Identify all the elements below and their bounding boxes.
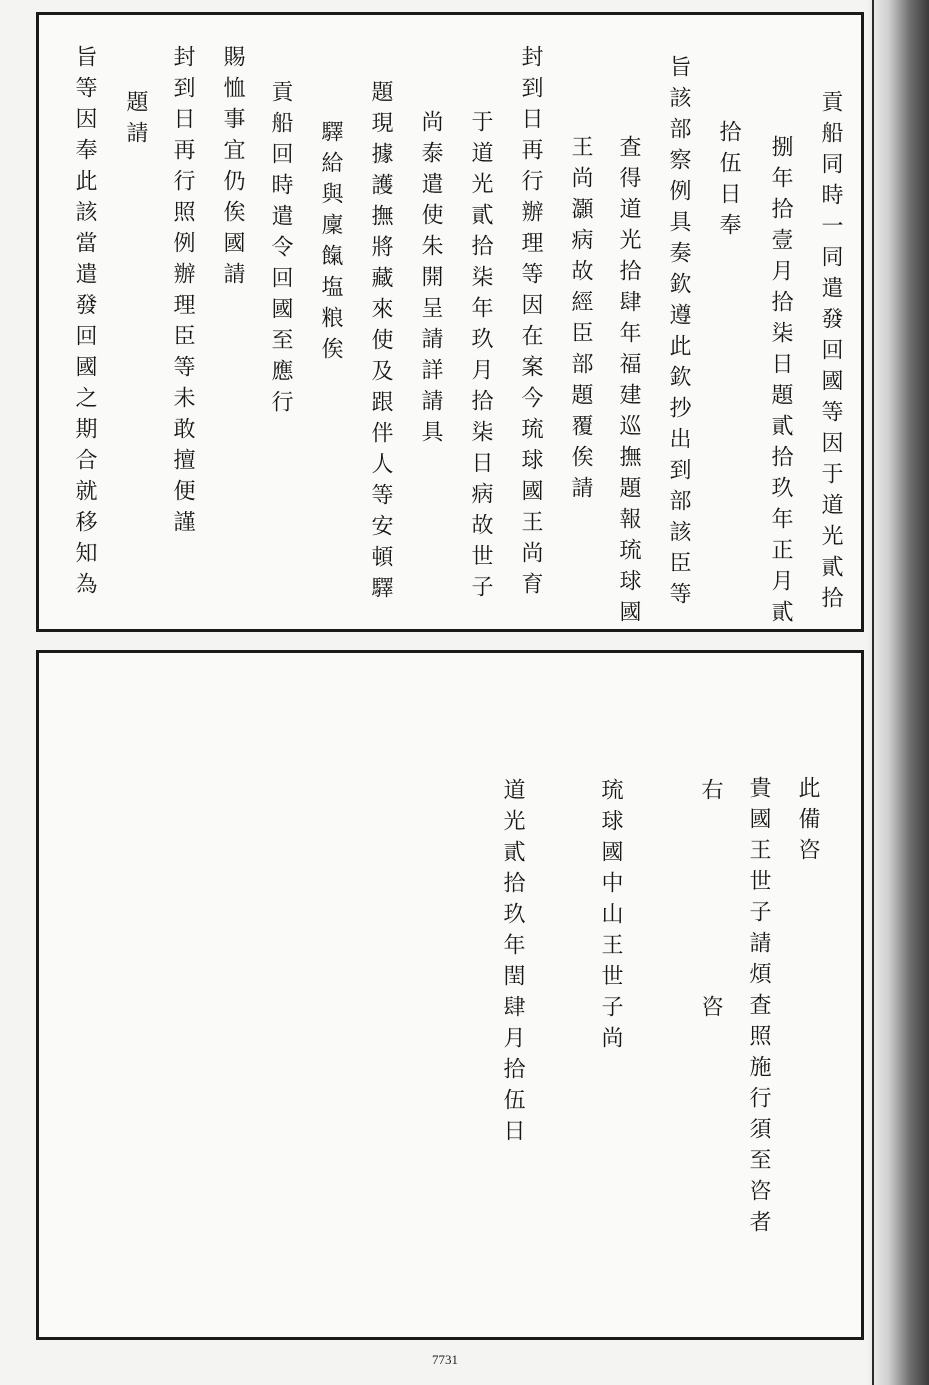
text-column: 題現據護撫將藏來使及跟伴人等安頓驛 [368,80,393,607]
page-number: 7731 [432,1352,458,1367]
text-column: 尚泰遣使朱開呈請詳請具 [418,110,443,451]
text-column: 貢船同時一同遣發回國等因于道光貳拾 [818,90,843,617]
text-column: 封到日再行照例辦理臣等未敢擅便謹 [170,45,195,541]
text-column: 封到日再行辦理等因在案今琉球國王尚育 [518,45,543,603]
bottom-panel [36,650,864,1340]
text-column: 貢船回時遣令回國至應行 [268,80,293,421]
text-column: 査得道光拾肆年福建巡撫題報琉球國 [616,135,641,631]
binding-line [872,0,874,1385]
text-column: 貴國王世子請煩査照施行須至咨者 [746,776,771,1241]
text-column: 賜恤事宜仍俟國請 [220,45,245,293]
text-column: 驛給與廩餼塩粮俟 [318,120,343,368]
text-column: 捌年拾壹月拾柒日題貳拾玖年正月貳 [768,135,793,631]
text-column: 琉球國中山王世子尚 [598,778,623,1057]
binding-shadow [867,0,929,1385]
text-column: 王尚灝病故經臣部題覆俟請 [568,135,593,507]
text-column: 旨該部察例具奏欽遵此欽抄出到部該臣等 [666,55,691,613]
text-column: 旨等因奉此該當遣發回國之期合就移知為 [72,45,97,603]
text-column: 右 咨 [698,778,723,1026]
top-panel [36,12,864,632]
text-column: 此備咨 [795,776,820,869]
text-column: 題請 [123,90,148,152]
text-column: 于道光貳拾柒年玖月拾柒日病故世子 [468,110,493,606]
text-column: 拾伍日奉 [716,120,741,244]
text-column: 道光貳拾玖年閏肆月拾伍日 [500,778,525,1150]
